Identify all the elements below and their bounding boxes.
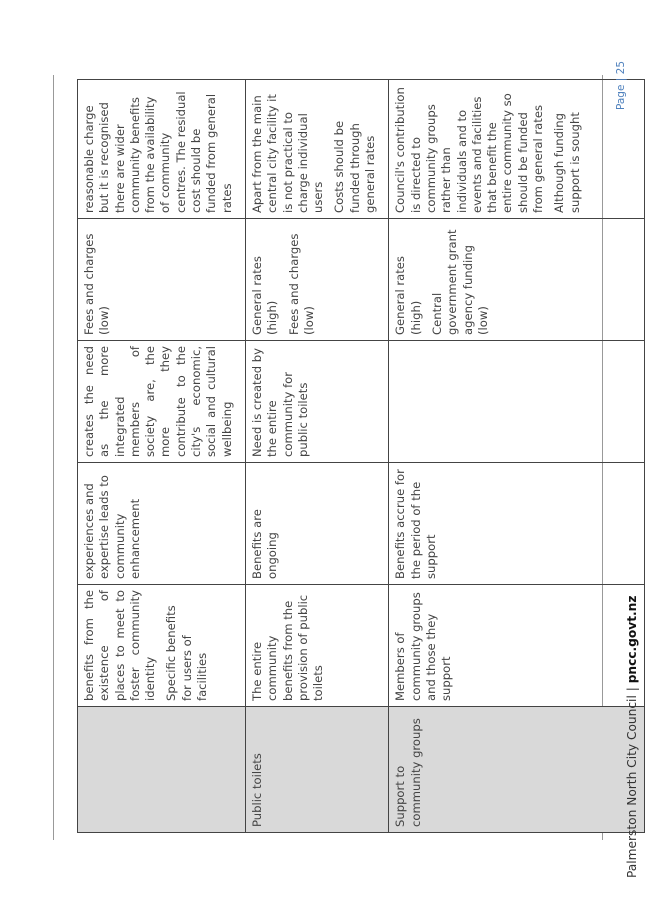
who-benefits-cell [78,585,246,707]
cell-paragraph: benefits from the existence of places to meet to foster community identity [82,590,158,701]
rationale-cell [78,80,246,219]
who-benefits-cell [245,585,388,707]
who-benefits-cell [389,585,645,707]
cell-paragraph: experiences and expertise leads to community enhancement [82,475,142,579]
table-row [389,80,645,833]
funding-cell [78,219,246,341]
rotated-table-container [77,80,602,833]
cell-paragraph: Benefits are ongoing [249,509,280,579]
margin-rule-left [53,75,54,840]
table-row [78,80,246,833]
cell-paragraph: Fees and charges (low) [286,233,316,335]
need-cell [245,341,388,463]
footer-council-name: Palmerston North City Council [625,695,639,878]
cell-paragraph: Apart from the main central city facility it is not practical to charge individual users [249,94,326,213]
cell-paragraph: Benefits accrue for the period of the support [393,469,438,579]
activity-cell: Support to community groups [389,707,645,833]
cell-paragraph: creates the need as the more integrated members of society are, the more they contribute to the city's economic, social and cultural wellbeing [82,346,234,457]
page-number: Page | 25 [615,61,627,110]
period-cell [78,463,246,585]
cell-paragraph: General rates (high) [249,256,280,335]
footer-website-link[interactable]: pncc.govt.nz [625,595,639,684]
cell-paragraph: Members of community groups and those they support [393,592,454,701]
footer-separator: | [625,687,639,692]
activity-cell [78,707,246,833]
funding-cell [245,219,388,341]
period-cell [245,463,388,585]
activity-cell: Public toilets [245,707,388,833]
cell-paragraph: The entire community benefits from the provision of public toilets [249,594,326,701]
cell-paragraph: Specific benefits for users of facilities [164,605,210,701]
rationale-cell [389,80,645,219]
cell-paragraph: Fees and charges (low) [82,233,112,335]
rationale-cell [245,80,388,219]
cell-paragraph: General rates (high) [393,256,423,335]
table-row [245,80,388,833]
cell-paragraph: reasonable charge but it is recognised there are wider community benefits from the availability of community centres. The residual cost should be funded from general rates [82,91,234,213]
cell-paragraph: Council's contribution is directed to community groups rather than individuals and to events and facilities that benefit the entire community so should be funded from general rates [393,87,546,213]
cell-paragraph: Central government grant agency funding (low) [429,229,490,335]
page-footer [625,596,639,878]
period-cell [389,463,645,585]
need-cell [78,341,246,463]
funding-cell [389,219,645,341]
cell-paragraph: Need is created by the entire community for public toilets [249,348,310,457]
funding-table [77,79,645,833]
cell-paragraph: Costs should be funded through general rates [332,120,378,213]
cell-paragraph: Although funding support is sought [552,112,582,213]
need-cell [389,341,645,463]
